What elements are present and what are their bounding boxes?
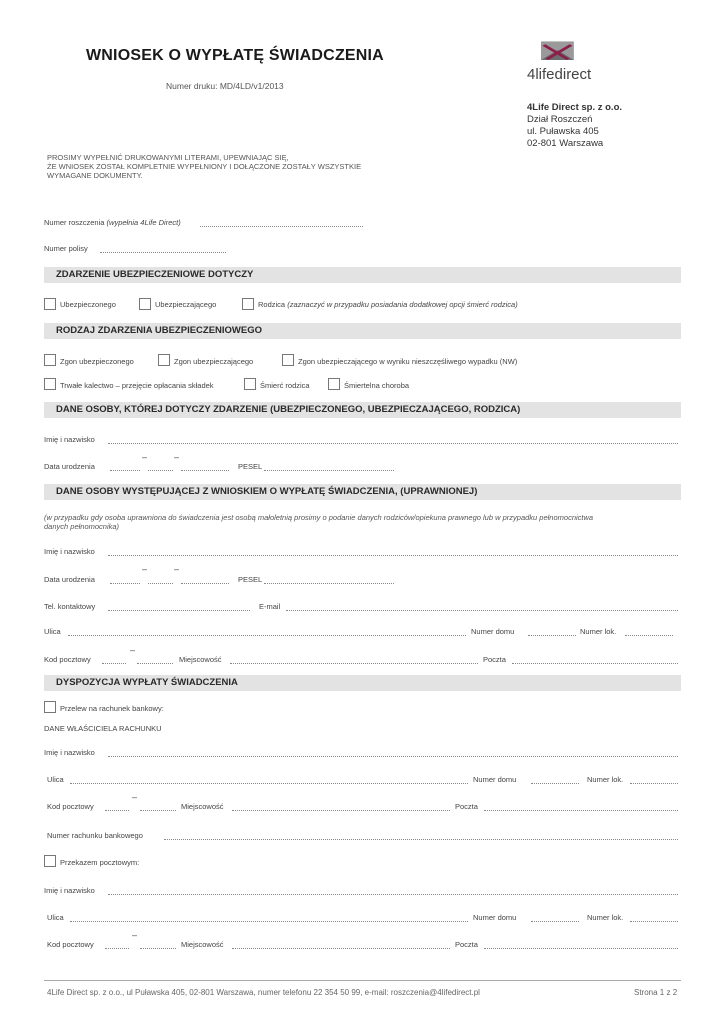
claimant-street-label: Ulica [44,627,61,636]
claimant-street-field[interactable] [68,627,466,636]
claimant-post-field[interactable] [512,655,678,664]
postal-name-field[interactable] [108,886,678,895]
section-header-event-concerns [44,267,681,283]
instructions-line: PROSIMY WYPEŁNIĆ DRUKOWANYMI LITERAMI, UPEWNIAJĄC SIĘ, [47,153,289,162]
postcode-separator: – [132,930,138,940]
owner-name-field[interactable] [108,748,678,757]
postal-flat-label: Numer lok. [587,913,624,922]
claimant-note [44,513,684,531]
postal-flat-field[interactable] [630,913,678,922]
section-title: ZDARZENIE UBEZPIECZENIOWE DOTYCZY [56,269,254,280]
company-name: 4Life Direct sp. z o.o. [527,102,623,113]
policy-number-label: Numer polisy [44,244,88,253]
claimant-dob-year-field[interactable] [181,575,229,584]
section-title: DANE OSOBY WYSTĘPUJĄCEJ Z WNIOSKIEM O WYPŁATĘ ŚWIADCZENIA, (UPRAWNIONEJ) [56,486,478,497]
option-parent-label [258,300,518,309]
section-header-event-type [44,323,681,339]
note-line: danych pełnomocnika) [44,522,120,531]
claimant-postcode-part1-field[interactable] [102,655,126,664]
page-number: Strona 1 z 2 [634,988,678,997]
owner-city-field[interactable] [232,802,450,811]
checkbox-death-policyholder[interactable] [158,354,170,366]
company-city: 02-801 Warszawa [527,138,604,149]
postal-street-label: Ulica [47,913,64,922]
section-header-payout [44,675,681,691]
claimant-pesel-label: PESEL [238,575,263,584]
claimant-pesel-field[interactable] [264,575,394,584]
option-disability-label: Trwałe kalectwo – przejęcie opłacania składek [60,381,214,390]
claimant-phone-field[interactable] [108,602,250,611]
affected-name-field[interactable] [108,435,678,444]
company-street: ul. Puławska 405 [527,126,599,137]
form-number: Numer druku: MD/4LD/v1/2013 [166,81,284,91]
owner-city-label: Miejscowość [181,802,224,811]
owner-name-label: Imię i nazwisko [44,748,95,757]
claimant-postcode-label: Kod pocztowy [44,655,91,664]
owner-flat-label: Numer lok. [587,775,624,784]
claimant-email-field[interactable] [286,602,678,611]
claimant-phone-label: Tel. kontaktowy [44,602,96,611]
affected-pesel-label: PESEL [238,462,263,471]
postal-post-label: Poczta [455,940,478,949]
owner-house-label: Numer domu [473,775,517,784]
affected-name-label: Imię i nazwisko [44,435,95,444]
claimant-dob-label: Data urodzenia [44,575,95,584]
checkbox-postal-order[interactable] [44,855,56,867]
postal-city-label: Miejscowość [181,940,224,949]
owner-postcode-part1-field[interactable] [105,802,129,811]
instructions [47,153,407,180]
claim-number-text: Numer roszczenia [44,218,105,227]
date-separator: – [174,564,180,574]
claim-number-label [44,218,181,227]
postcode-separator: – [130,645,136,655]
option-death-policyholder-label: Zgon ubezpieczającego [174,357,254,366]
note-line: (w przypadku gdy osoba uprawniona do świadczenia jest osobą małoletnią prosimy o podanie danych rodziców/opiekuna prawnego lub w przypadku pełnomocnictwa [44,513,594,522]
bank-account-label: Numer rachunku bankowego [47,831,143,840]
date-separator: – [174,452,180,462]
form-title: WNIOSEK O WYPŁATĘ ŚWIADCZENIA [86,47,384,64]
checkbox-bank-transfer[interactable] [44,701,56,713]
owner-street-field[interactable] [70,775,468,784]
checkbox-death-accident[interactable] [282,354,294,366]
postcode-separator: – [132,792,138,802]
company-address [527,102,622,150]
claimant-city-label: Miejscowość [179,655,222,664]
owner-post-field[interactable] [484,802,678,811]
section-header-claimant [44,484,681,500]
postal-house-field[interactable] [531,913,579,922]
checkbox-parent[interactable] [242,298,254,310]
owner-street-label: Ulica [47,775,64,784]
claimant-name-label: Imię i nazwisko [44,547,95,556]
company-department: Dział Roszczeń [527,114,593,125]
claimant-postcode-part2-field[interactable] [137,655,173,664]
checkbox-death-insured[interactable] [44,354,56,366]
claimant-name-field[interactable] [108,547,678,556]
postal-postcode-part1-field[interactable] [105,940,129,949]
option-policyholder-label: Ubezpieczającego [155,300,217,309]
affected-dob-year-field[interactable] [181,462,229,471]
option-death-insured-label: Zgon ubezpieczonego [60,357,134,366]
claimant-dob-day-field[interactable] [110,575,140,584]
section-title: RODZAJ ZDARZENIA UBEZPIECZENIOWEGO [56,325,263,336]
parent-hint: (zaznaczyć w przypadku posiadania dodatkowej opcji śmierć rodzica) [287,300,518,309]
checkbox-terminal-illness[interactable] [328,378,340,390]
section-header-affected-person [44,402,681,418]
policy-number-field[interactable] [100,244,226,253]
postal-postcode-part2-field[interactable] [140,940,176,949]
claim-number-hint: (wypełnia 4Life Direct) [106,218,181,227]
checkbox-policyholder[interactable] [139,298,151,310]
claimant-flat-label: Numer lok. [580,627,617,636]
owner-house-field[interactable] [531,775,579,784]
instructions-line: WYMAGANE DOKUMENTY. [47,171,143,180]
claimant-house-label: Numer domu [471,627,515,636]
owner-post-label: Poczta [455,802,478,811]
option-insured-label: Ubezpieczonego [60,300,116,309]
claimant-flat-field[interactable] [625,627,673,636]
owner-postcode-label: Kod pocztowy [47,802,94,811]
instructions-line: ŻE WNIOSEK ZOSTAŁ KOMPLETNIE WYPEŁNIONY I DOŁĄCZONE ZOSTAŁY WSZYSTKIE [47,162,362,171]
affected-dob-month-field[interactable] [148,462,173,471]
date-separator: – [142,564,148,574]
date-separator: – [142,452,148,462]
claimant-dob-month-field[interactable] [148,575,173,584]
checkbox-insured[interactable] [44,298,56,310]
checkbox-parent-death[interactable] [244,378,256,390]
postal-postcode-label: Kod pocztowy [47,940,94,949]
postal-city-field[interactable] [232,940,450,949]
option-death-accident-label: Zgon ubezpieczającego w wyniku nieszczęśliwego wypadku (NW) [298,357,518,366]
section-title: DANE OSOBY, KTÓREJ DOTYCZY ZDARZENIE (UBEZPIECZONEGO, UBEZPIECZAJĄCEGO, RODZICA) [56,404,521,415]
section-title: DYSPOZYCJA WYPŁATY ŚWIADCZENIA [56,677,238,688]
owner-postcode-part2-field[interactable] [140,802,176,811]
bank-account-field[interactable] [164,831,678,840]
option-parent-death-label: Śmierć rodzica [260,381,310,390]
postal-street-field[interactable] [70,913,468,922]
bank-transfer-label: Przelew na rachunek bankowy: [60,704,164,713]
logo-text: 4lifedirect [527,66,592,83]
postal-name-label: Imię i nazwisko [44,886,95,895]
footer-divider [44,980,681,981]
postal-house-label: Numer domu [473,913,517,922]
owner-flat-field[interactable] [630,775,678,784]
claimant-post-label: Poczta [483,655,506,664]
parent-text: Rodzica [258,300,286,309]
postal-post-field[interactable] [484,940,678,949]
affected-dob-day-field[interactable] [110,462,140,471]
claim-number-field[interactable] [200,218,363,227]
checkbox-disability[interactable] [44,378,56,390]
claimant-email-label: E-mail [259,602,281,611]
footer-contact: 4Life Direct sp. z o.o., ul Puławska 405, 02-801 Warszawa, numer telefonu 22 354 50 99, e-mail: roszczenia@4lifedirect.pl [47,988,480,997]
claimant-house-field[interactable] [528,627,576,636]
option-terminal-illness-label: Śmiertelna choroba [344,381,410,390]
postal-order-label: Przekazem pocztowym: [60,858,140,867]
claimant-city-field[interactable] [230,655,478,664]
affected-pesel-field[interactable] [264,462,394,471]
account-owner-header: DANE WŁAŚCICIELA RACHUNKU [44,724,162,733]
affected-dob-label: Data urodzenia [44,462,95,471]
